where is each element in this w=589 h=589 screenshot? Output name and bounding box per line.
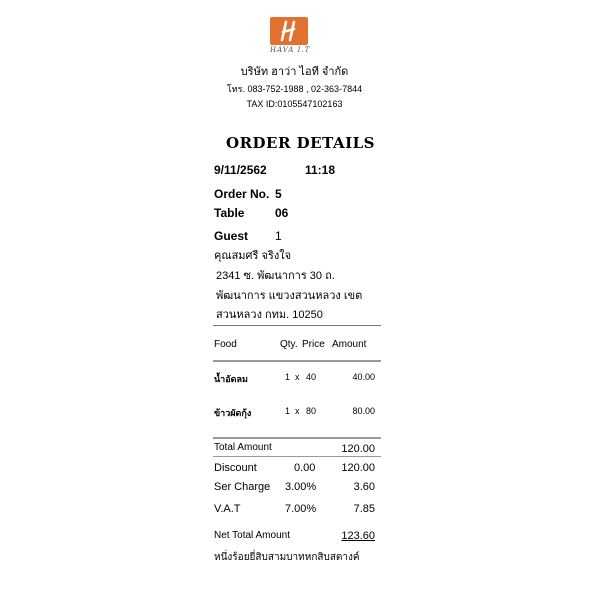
order-date: 9/11/2562 [214,163,267,177]
item-qty: 1 [285,406,291,416]
net-total-label: Net Total Amount [214,530,290,541]
guest-value: 1 [275,229,282,243]
discount-value: 120.00 [341,462,375,474]
item-amount: 40.00 [352,372,375,382]
customer-address-line-1: 2341 ซ. พัฒนาการ 30 ถ. [216,270,335,282]
service-charge-label: Ser Charge [214,481,271,493]
item-name: น้ำอัดลม [214,374,248,384]
company-logo [270,17,308,45]
divider [213,325,381,326]
table-value: 06 [275,206,289,220]
company-tax-id: TAX ID:0105547102163 [246,99,343,109]
company-phone: โทร. 083-752-1988 , 02-363-7844 [226,84,363,94]
item-price: 40 [306,372,317,382]
total-amount-label: Total Amount [214,442,272,453]
item-x: x [295,372,300,382]
col-header-price: Price [302,339,325,350]
vat-rate: 7.00% [285,503,317,515]
col-header-food: Food [214,339,237,350]
item-qty: 1 [285,372,291,382]
service-charge-rate: 3.00% [285,481,317,493]
discount-label: Discount [214,462,257,474]
page-title: ORDER DETAILS [226,134,375,152]
service-charge-value: 3.60 [353,481,375,493]
customer-address-line-2: พัฒนาการ แขวงสวนหลวง เขต [216,290,363,302]
order-no-label: Order No. [214,187,270,201]
customer-name: คุณสมศรี จริงใจ [214,250,292,262]
vat-label: V.A.T [214,503,241,515]
table-label: Table [214,206,245,220]
discount-rate: 0.00 [294,462,316,474]
header-divider [213,360,381,362]
item-name: ข้าวผัดกุ้ง [214,408,252,418]
vat-value: 7.85 [353,503,375,515]
customer-address-line-3: สวนหลวง กทม. 10250 [216,309,323,321]
guest-label: Guest [214,229,249,243]
logo-h-icon [270,17,308,45]
col-header-qty: Qty. [280,339,298,350]
order-no-value: 5 [275,187,282,201]
col-header-amount: Amount [332,339,367,350]
item-amount: 80.00 [352,406,375,416]
item-x: x [295,406,300,416]
total-divider [213,456,381,457]
net-total-in-words: หนึ่งร้อยยี่สิบสามบาทหกสิบสตางค์ [214,552,360,563]
company-name: บริษัท ฮาว่า ไอที จำกัด [240,66,349,78]
net-total-value: 123.60 [341,530,375,542]
order-time: 11:18 [305,163,336,177]
item-price: 80 [306,406,317,416]
logo-text: HAVA I.T [270,46,311,54]
items-divider [213,437,381,439]
total-amount-value: 120.00 [341,443,375,455]
